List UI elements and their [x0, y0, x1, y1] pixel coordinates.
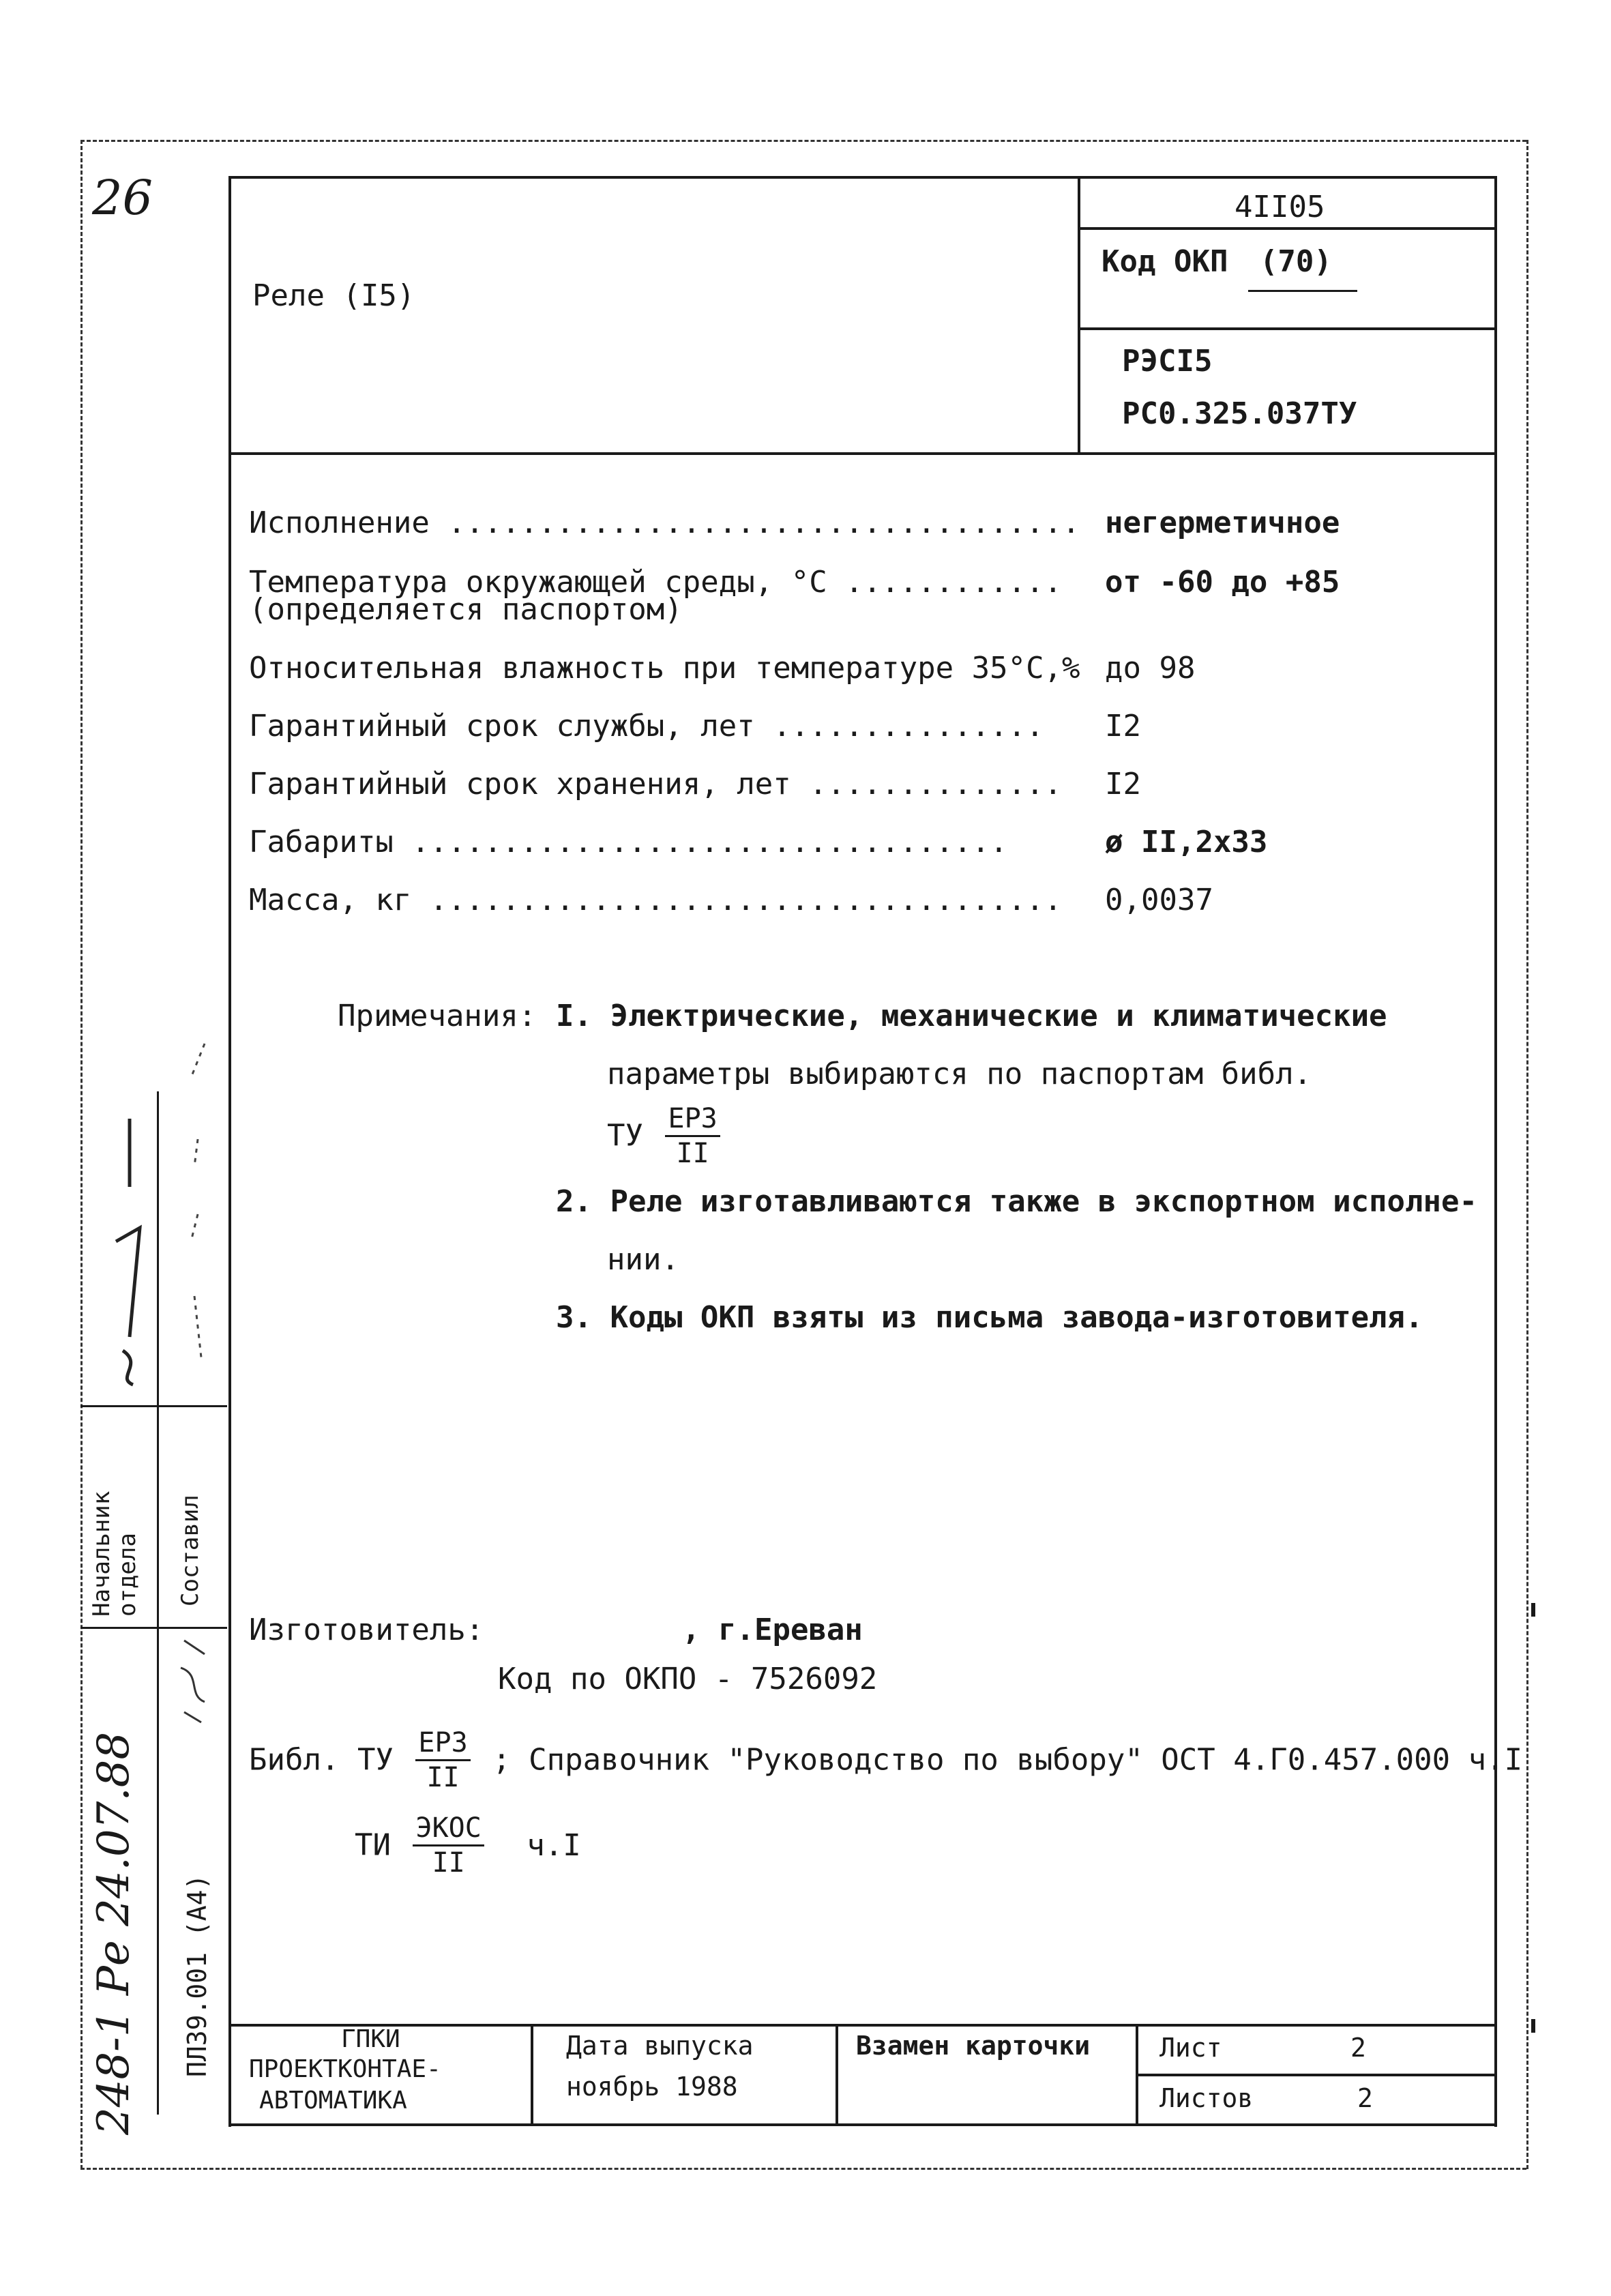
- fraction-denominator: II: [426, 1762, 460, 1793]
- param-dots: ...............: [754, 709, 1044, 744]
- ti-prefix: ТИ: [355, 1827, 391, 1863]
- fraction-denominator: II: [676, 1138, 709, 1169]
- code-number: 4II05: [1235, 190, 1325, 224]
- param-value: негерметичное: [1105, 505, 1340, 540]
- library-prefix: Библ. ТУ: [249, 1742, 394, 1778]
- ti-reference: [355, 1812, 581, 1879]
- okp-label: [1102, 244, 1332, 279]
- note-1-line-3: [607, 1105, 724, 1167]
- param-value: ø II,2x33: [1105, 825, 1268, 859]
- library-reference: [249, 1729, 1522, 1791]
- relay-title: Реле (I5): [252, 278, 415, 313]
- param-label: Габариты: [249, 825, 394, 859]
- composed-label: Составил: [177, 1495, 204, 1606]
- note-1-line-1: I. Электрические, механические и климатические: [556, 999, 1387, 1033]
- param-execution: [249, 505, 1080, 540]
- note-3: 3. Коды ОКП взяты из письма завода-изготовителя.: [556, 1300, 1423, 1335]
- fraction-numerator: ЕРЗ: [415, 1729, 470, 1761]
- signature-chief-icon: [102, 1105, 157, 1392]
- sheets-value: 2: [1357, 2083, 1373, 2113]
- param-label: Относительная влажность при температуре 35°С,%: [249, 651, 1080, 686]
- okp-label-text: Код ОКП: [1102, 244, 1228, 279]
- issue-date-label: Дата выпуска: [566, 2031, 754, 2061]
- sheet-value: 2: [1350, 2033, 1366, 2063]
- param-service-life: [249, 709, 1044, 744]
- okp-value: (70): [1259, 244, 1332, 279]
- form-code: ПЛ39.001 (А4): [182, 1874, 212, 2077]
- fraction-numerator: ЕРЗ: [665, 1105, 720, 1137]
- issue-date-value: ноябрь 1988: [566, 2072, 738, 2102]
- sheet-label: Лист: [1159, 2033, 1222, 2063]
- ti-part: ч.I: [527, 1827, 581, 1863]
- param-value: I2: [1105, 767, 1141, 801]
- param-dots: ...................................: [429, 505, 1080, 540]
- param-dots: .................................: [393, 825, 1008, 859]
- handwritten-registration: 248-1 Ре 24.07.88: [89, 1731, 139, 2135]
- param-dots: ...................................: [411, 883, 1063, 917]
- manufacturer-city: , г.Ереван: [682, 1613, 863, 1647]
- param-label: Температура окружающей среды, °С: [249, 565, 827, 600]
- replace-card-label: Взамен карточки: [856, 2031, 1091, 2061]
- note-2-line-1: 2. Реле изготавливаются также в экспортном исполне-: [556, 1184, 1478, 1219]
- param-dimensions: [249, 827, 1008, 857]
- param-humidity: [249, 651, 1080, 686]
- param-label: Масса, кг: [249, 883, 412, 917]
- fraction-numerator: ЭКОС: [413, 1814, 484, 1846]
- param-value: I2: [1105, 709, 1141, 744]
- ti-fraction: [413, 1812, 484, 1879]
- param-dots: ..............: [790, 767, 1063, 801]
- okpo-code: Код по ОКПО - 7526092: [498, 1662, 878, 1696]
- note-1-fraction: [665, 1105, 720, 1167]
- sheets-label: Листов: [1159, 2083, 1254, 2113]
- page-number: 26: [92, 170, 153, 226]
- org-line-3: АВТОМАТИКА: [259, 2087, 407, 2115]
- signature-small-icon: [171, 1634, 218, 1729]
- org-line-2: ПРОЕКТКОНТАЕ-: [249, 2055, 441, 2083]
- param-storage-life: [249, 769, 1062, 799]
- notes-heading: Примечания:: [338, 999, 537, 1033]
- param-value: от -60 до +85: [1105, 565, 1340, 600]
- org-line-1: ГПКИ: [341, 2025, 400, 2053]
- signature-composer-icon: [164, 1037, 225, 1392]
- chief-label: Начальник отдела: [88, 1490, 141, 1617]
- param-label: Исполнение: [249, 505, 430, 540]
- relay-model: РЭСI5: [1122, 344, 1213, 379]
- spec-number: РС0.325.037ТУ: [1122, 396, 1357, 431]
- manufacturer-label: Изготовитель:: [249, 1613, 484, 1647]
- note-1-tu: ТУ: [607, 1118, 643, 1153]
- param-temperature-sub: (определяется паспортом): [249, 592, 683, 627]
- note-2-line-2: нии.: [607, 1242, 679, 1277]
- param-label: Гарантийный срок хранения, лет: [249, 767, 791, 801]
- param-dots: ............: [827, 565, 1063, 600]
- note-1-line-2: параметры выбираются по паспортам библ.: [607, 1057, 1312, 1091]
- param-mass: [249, 885, 1062, 915]
- library-fraction-1: [415, 1729, 470, 1791]
- fraction-denominator: II: [432, 1847, 465, 1879]
- param-label: Гарантийный срок службы, лет: [249, 709, 755, 744]
- library-text: ; Справочник "Руководство по выбору" ОСТ 4.Г0.457.000 ч.I: [492, 1742, 1523, 1778]
- param-value: до 98: [1105, 651, 1196, 686]
- param-value: 0,0037: [1105, 883, 1213, 917]
